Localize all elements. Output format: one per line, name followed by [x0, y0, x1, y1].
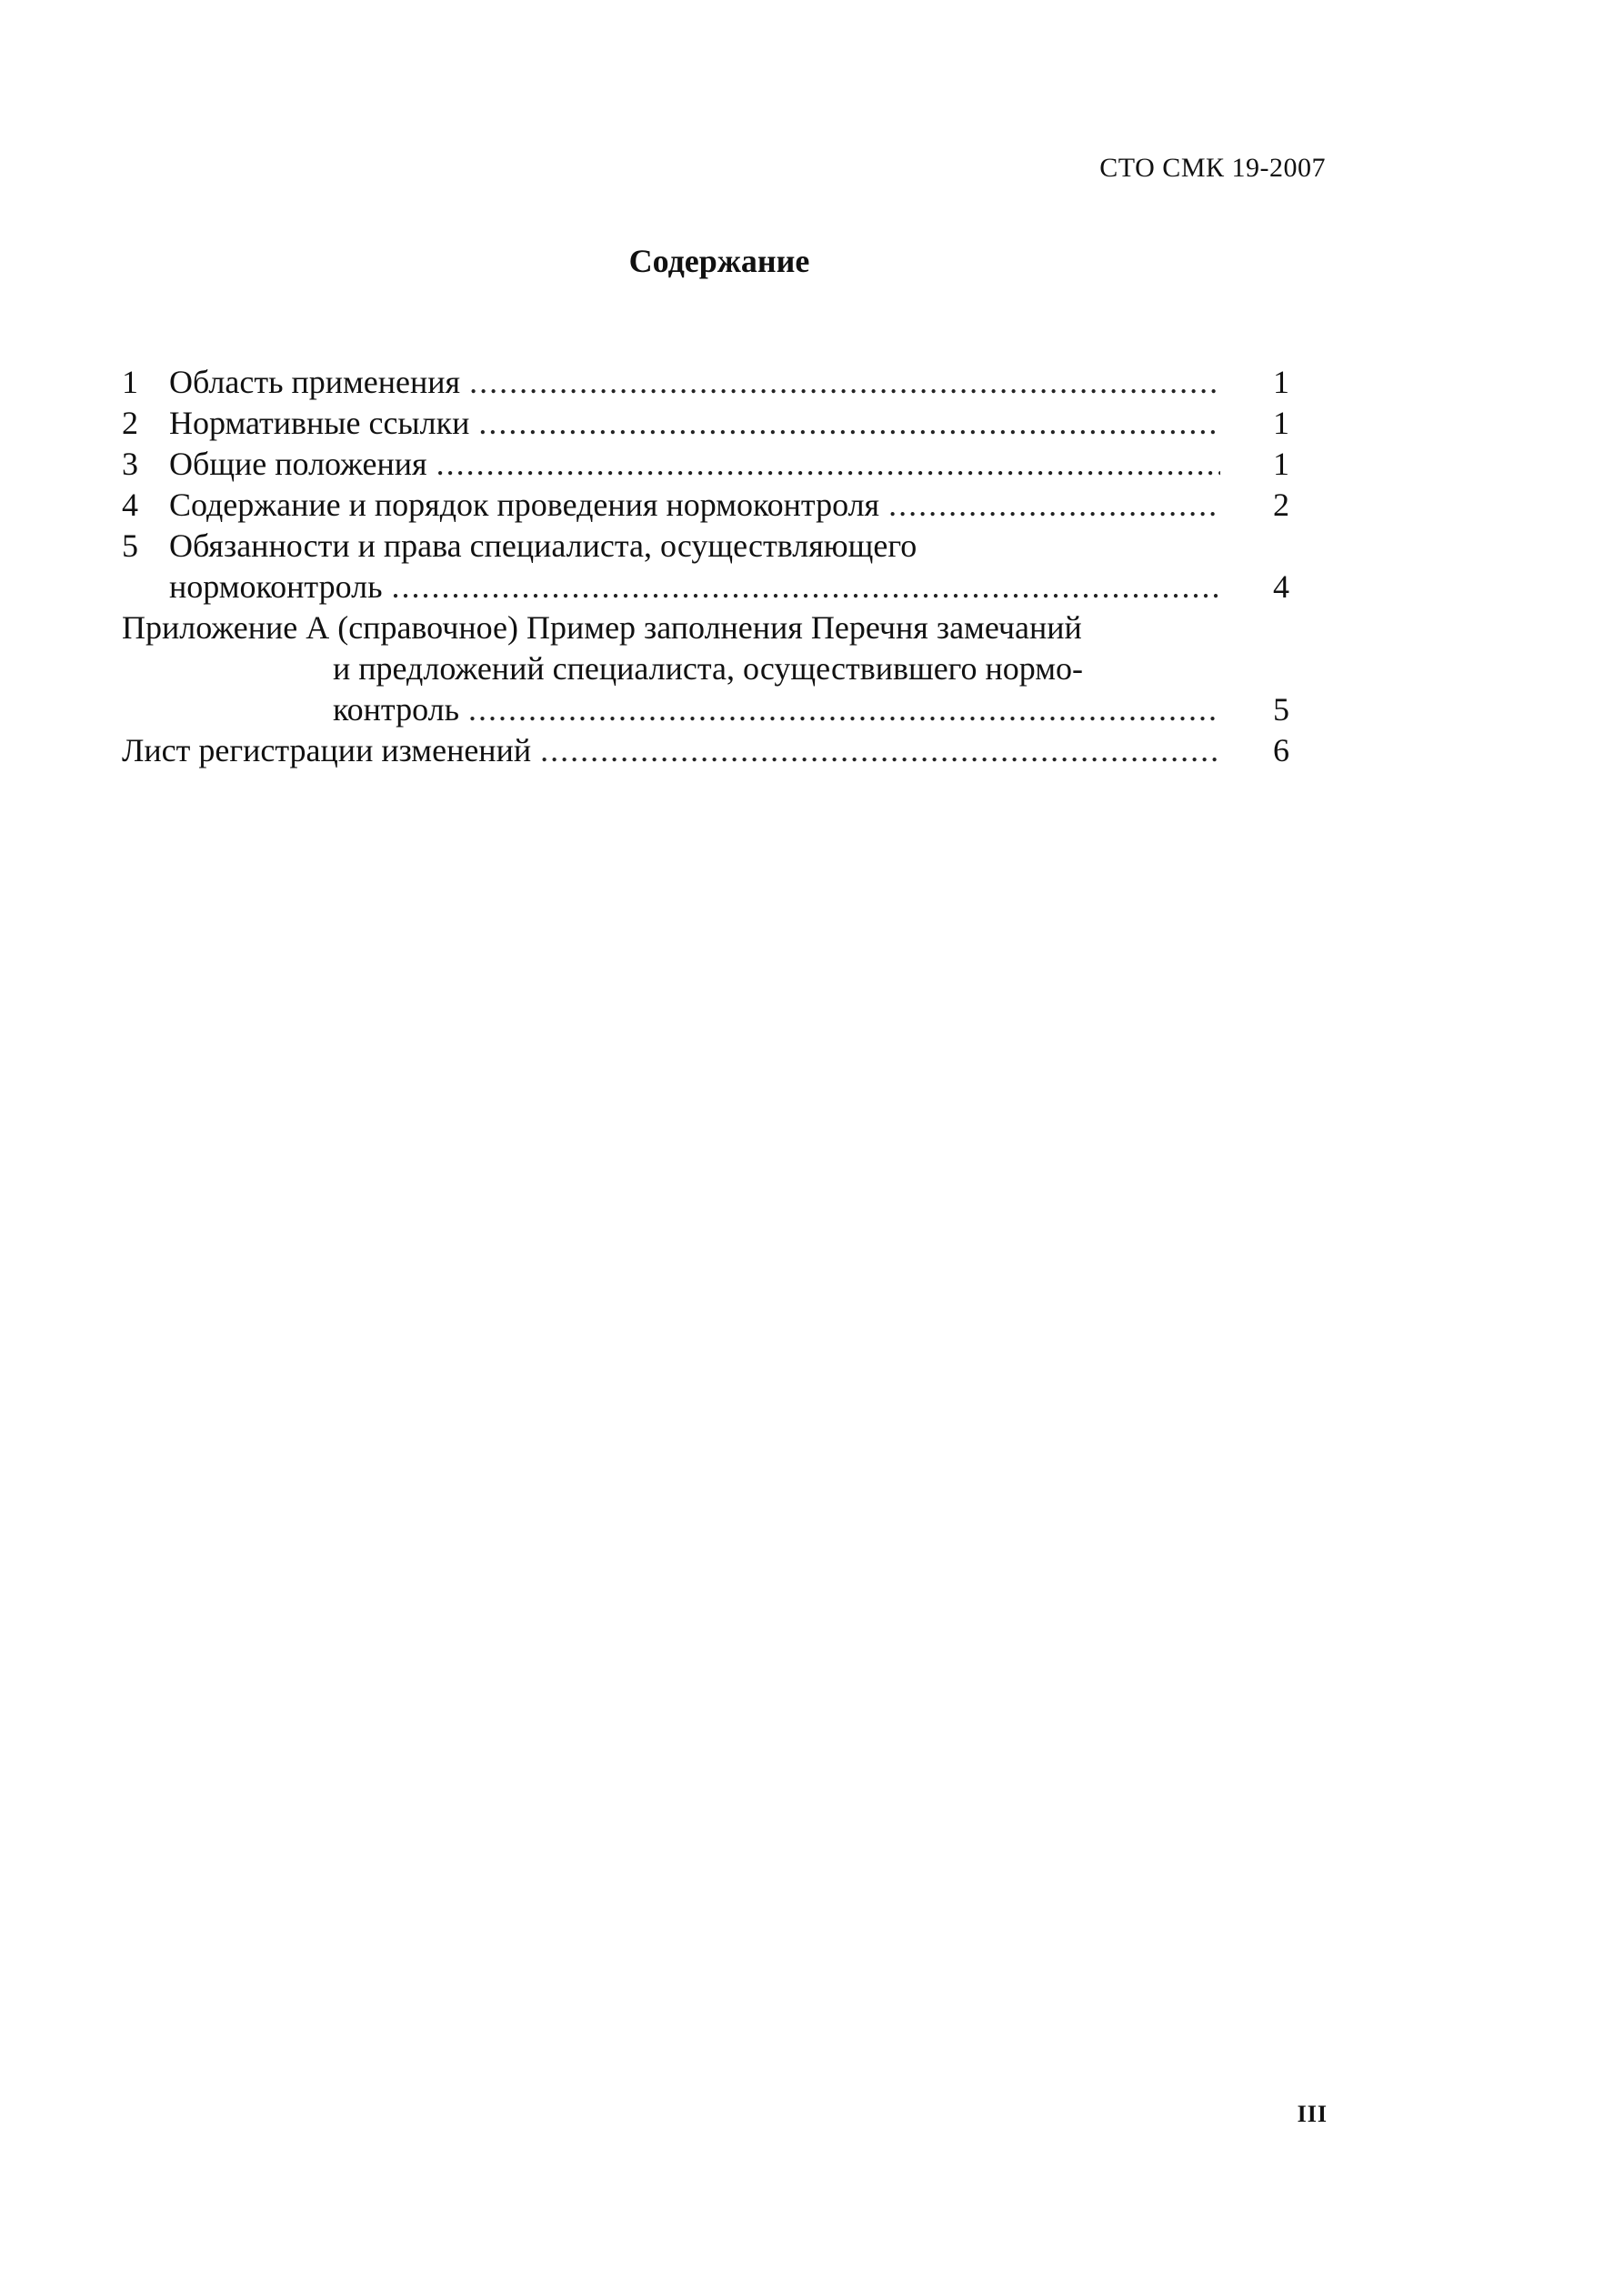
toc-entry-page: 1: [1273, 446, 1289, 482]
toc-entry-title: Нормативные ссылки: [169, 405, 470, 441]
toc-entry-5[interactable]: [122, 526, 1295, 567]
toc-entry-title: Область применения: [169, 364, 461, 400]
toc-entry-3[interactable]: [122, 444, 1295, 485]
toc-entry-1[interactable]: [122, 362, 1295, 403]
toc-change-log-title: Лист регистрации изменений: [122, 732, 532, 768]
page-number: III: [1297, 2101, 1328, 2127]
dot-leader: [888, 485, 1220, 526]
toc-entry-number: 3: [122, 446, 138, 482]
toc-entry-page: 2: [1273, 487, 1289, 523]
toc-entry-page: 1: [1273, 364, 1289, 400]
toc-entry-2[interactable]: [122, 403, 1295, 444]
toc-entry-number: 5: [122, 527, 138, 564]
dot-leader: [392, 567, 1220, 607]
table-of-contents: [122, 362, 1295, 771]
toc-entry-page: 6: [1273, 732, 1289, 768]
toc-appendix-title-line2: и предложений специалиста, осуществившего нормо-: [333, 650, 1084, 687]
toc-entry-page: 1: [1273, 405, 1289, 441]
toc-entry-4[interactable]: [122, 485, 1295, 526]
dot-leader: [468, 689, 1220, 730]
toc-entry-title-continuation: нормоконтроль: [169, 568, 383, 605]
toc-appendix-a-line3[interactable]: [122, 689, 1295, 730]
toc-entry-page: 5: [1273, 691, 1289, 728]
toc-change-log[interactable]: [122, 730, 1295, 771]
page-title: Содержание: [628, 243, 810, 279]
toc-appendix-a-line2[interactable]: [122, 648, 1295, 689]
dot-leader: [540, 730, 1220, 771]
toc-appendix-title-line3: контроль: [333, 691, 460, 728]
document-code: СТО СМК 19-2007: [1099, 153, 1326, 183]
toc-entry-5-continuation[interactable]: [122, 567, 1295, 607]
dot-leader: [469, 362, 1220, 403]
toc-entry-title: Содержание и порядок проведения нормоконтроля: [169, 487, 880, 523]
dot-leader: [478, 403, 1220, 444]
toc-entry-title: Общие положения: [169, 446, 427, 482]
toc-appendix-title-line1: Приложение А (справочное) Пример заполнения Перечня замечаний: [122, 609, 1082, 646]
toc-entry-number: 1: [122, 364, 138, 400]
toc-entry-title: Обязанности и права специалиста, осуществляющего: [169, 527, 917, 564]
toc-entry-page: 4: [1273, 568, 1289, 605]
dot-leader: [436, 444, 1220, 485]
toc-entry-number: 2: [122, 405, 138, 441]
toc-entry-number: 4: [122, 487, 138, 523]
toc-appendix-a[interactable]: [122, 607, 1295, 648]
